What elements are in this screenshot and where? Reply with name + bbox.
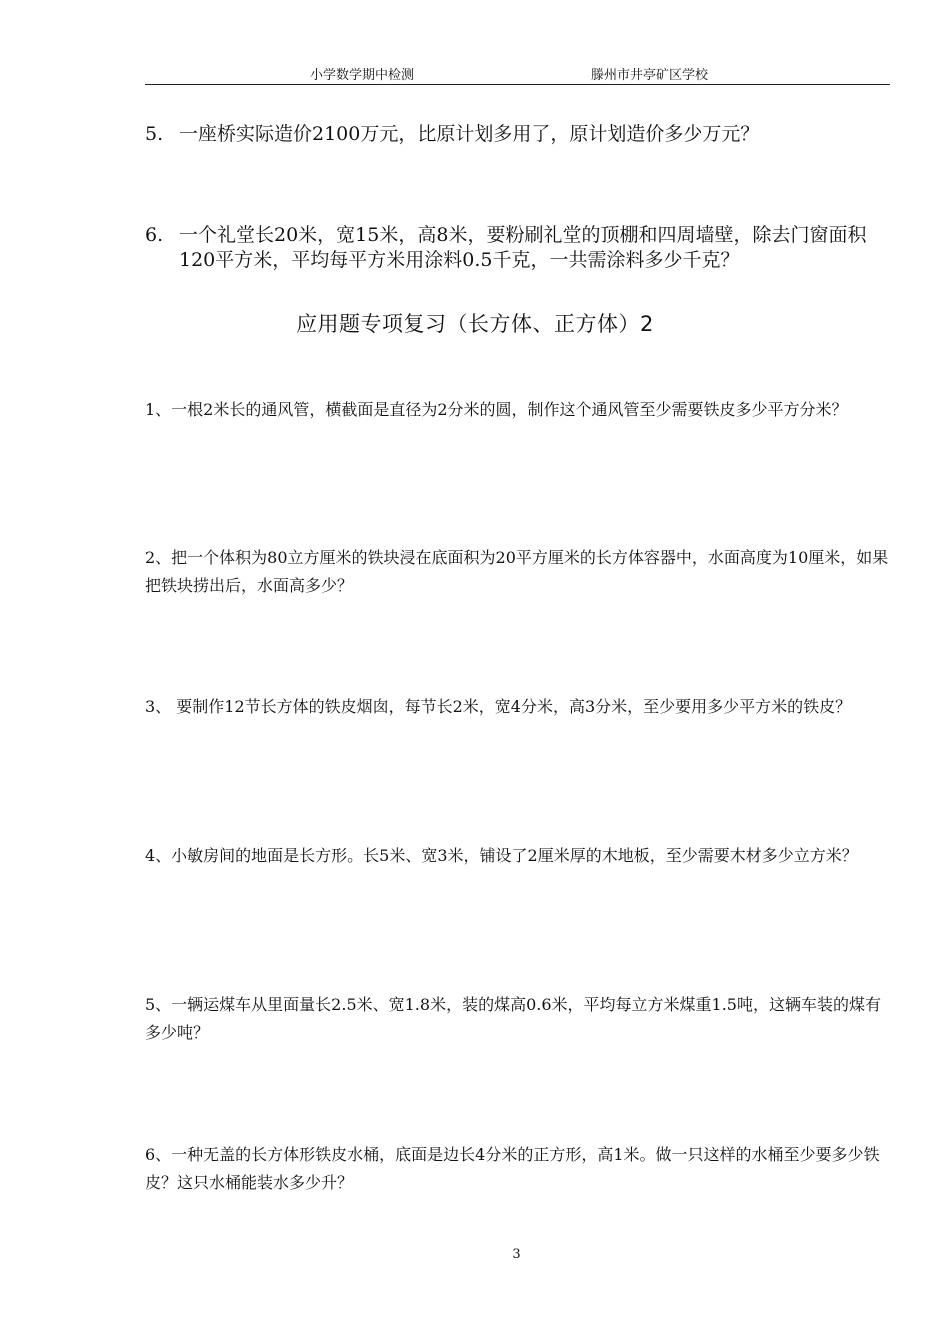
question-top-5 [145, 122, 895, 147]
question-number: 6. [145, 224, 164, 246]
question-2: 2、把一个体积为80立方厘米的铁块浸在底面积为20平方厘米的长方体容器中，水面高度为10厘米，如果把铁块捞出后，水面高多少？ [145, 548, 889, 595]
page-header [145, 60, 890, 85]
question-top-6 [145, 223, 895, 273]
question-number: 5. [145, 123, 164, 145]
question-1: 1、一根2米长的通风管，横截面是直径为2分米的圆，制作这个通风管至少需要铁皮多少平方分米？ [145, 400, 848, 419]
header-school-name: 滕州市井亭矿区学校 [591, 68, 709, 83]
question-6: 6、一种无盖的长方体形铁皮水桶，底面是边长4分米的正方形，高1米。做一只这样的水桶至少要多少铁皮？这只水桶能装水多少升？ [145, 1145, 880, 1192]
question-4: 4、小敏房间的地面是长方形。长5米、宽3米，铺设了2厘米厚的木地板，至少需要木材多少立方米？ [145, 846, 858, 865]
header-exam-title: 小学数学期中检测 [310, 68, 415, 83]
question-5: 5、一辆运煤车从里面量长2.5米、宽1.8米，装的煤高0.6米，平均每立方米煤重1.5吨，这辆车装的煤有多少吨？ [145, 995, 881, 1042]
question-text: 一个礼堂长20米，宽15米，高8米，要粉刷礼堂的顶棚和四周墙壁，除去门窗面积120平方米，平均每平方米用涂料0.5千克，一共需涂料多少千克？ [179, 224, 867, 271]
page-number: 3 [512, 1247, 521, 1262]
question-3: 3、 要制作12节长方体的铁皮烟囱，每节长2米，宽4分米，高3分米，至少要用多少平方米的铁皮？ [145, 697, 852, 716]
section-title: 应用题专项复习（长方体、正方体）2 [296, 312, 654, 336]
question-text: 一座桥实际造价2100万元，比原计划多用了，原计划造价多少万元？ [179, 123, 760, 145]
